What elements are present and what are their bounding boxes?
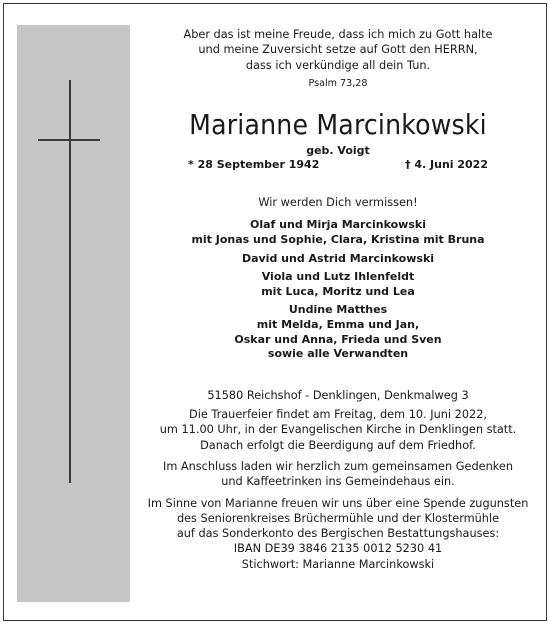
mourner-group: [142, 218, 534, 247]
mourners-intro: Wir werden Dich vermissen!: [258, 196, 418, 210]
donation-keyword: Stichwort: Marianne Marcinkowski: [241, 557, 435, 571]
service-line: Die Trauerfeier findet am Freitag, dem 10. Juni 2022,: [189, 408, 487, 422]
reception-line: Im Anschluss laden wir herzlich zum gemeinsamen Gedenken: [162, 459, 513, 473]
birth-name: geb. Voigt: [306, 143, 370, 157]
mourner-line: mit Melda, Emma und Jan,: [256, 317, 420, 331]
obituary-notice: [3, 3, 547, 621]
deceased-name: Marianne Marcinkowski: [189, 107, 487, 141]
cross-panel: [17, 25, 130, 602]
mourner-group: [142, 252, 534, 267]
mourner-line: mit Jonas und Sophie, Clara, Kristina mit Bruna: [191, 232, 485, 246]
donation-line: des Seniorenkreises Brüchermühle und der Klostermühle: [176, 511, 500, 525]
death-date: † 4. Juni 2022: [405, 158, 488, 172]
verse-source: Psalm 73,28: [308, 77, 368, 89]
donation-line: auf das Sonderkonto des Bergischen Bestattungshauses:: [176, 527, 500, 541]
mourner-line: Viola und Lutz Ihlenfeldt: [261, 270, 415, 284]
service-line: um 11.00 Uhr, in der Evangelischen Kirche in Denklingen statt.: [159, 423, 517, 437]
service-info: [142, 407, 534, 453]
cross-icon-bar: [38, 139, 100, 141]
verse-line: und meine Zuversicht setze auf Gott den HERRN,: [198, 43, 478, 57]
mourner-line: David und Astrid Marcinkowski: [241, 251, 435, 265]
mourner-line: Olaf und Mirja Marcinkowski: [250, 218, 426, 232]
mourner-line: sowie alle Verwandten: [267, 347, 409, 361]
donation-info: [142, 496, 534, 572]
donation-iban: IBAN DE39 3846 2135 0012 5230 41: [233, 542, 443, 556]
mourner-line: Oskar und Anna, Frieda und Sven: [234, 332, 442, 346]
reception-info: [142, 459, 534, 490]
donation-line: Im Sinne von Marianne freuen wir uns über eine Spende zugunsten: [147, 496, 529, 510]
verse-line: Aber das ist meine Freude, dass ich mich zu Gott halte: [183, 28, 493, 41]
mourner-line: mit Luca, Moritz und Lea: [261, 284, 415, 298]
birth-date: * 28 September 1942: [188, 158, 320, 172]
address: 51580 Reichshof - Denklingen, Denkmalweg 3: [207, 388, 469, 402]
reception-line: und Kaffeetrinken ins Gemeindehaus ein.: [221, 475, 455, 489]
service-line: Danach erfolgt die Beerdigung auf dem Friedhof.: [200, 438, 476, 452]
verse-line: dass ich verkündige all dein Tun.: [245, 58, 431, 72]
mourner-group: [142, 270, 534, 299]
mourner-group: [142, 303, 534, 361]
mourner-line: Undine Matthes: [288, 303, 388, 317]
notice-text: [142, 27, 534, 572]
life-dates: [188, 158, 488, 173]
